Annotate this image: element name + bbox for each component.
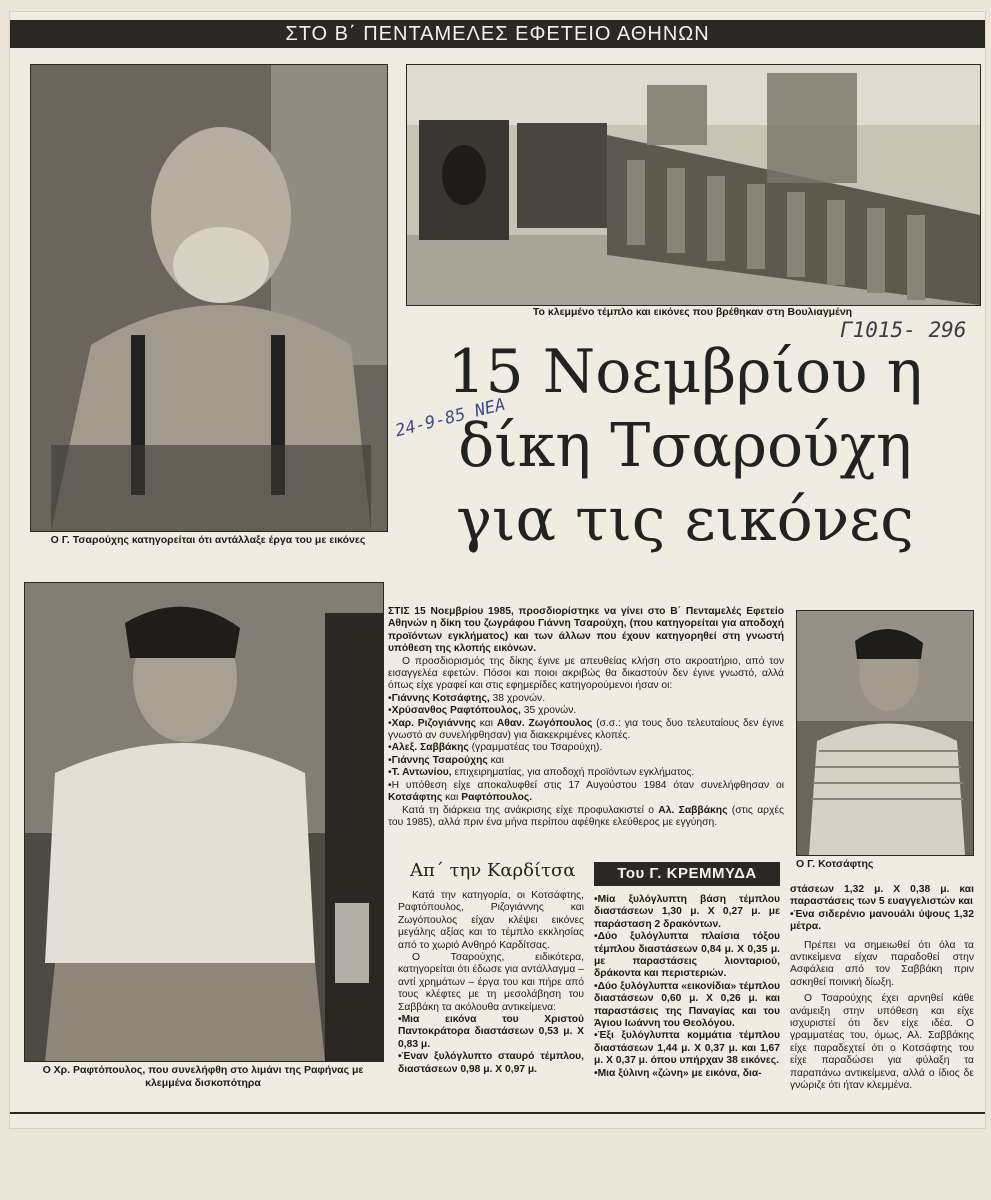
caption-tsarouchis: Ο Γ. Τσαρούχης κατηγορείται ότι αντάλλαξε έργα του με εικόνες <box>50 534 366 546</box>
list-item: • Τ. Αντωνίου, επιχειρηματίας, για αποδοχή προϊόντων εγκλήματος. <box>388 767 784 779</box>
article-paragraph-3: Κατά τη διάρκεια της ανάκρισης είχε προφυλακιστεί ο Αλ. Σαββάκης (στις αρχές του 1985), αλλά πριν ένα μήνα περίπου αφέθηκε ελεύθερος με εγγύηση. <box>388 804 784 828</box>
list-item: • Δύο ξυλόγλυπτα «εικονίδια» τέμπλου διαστάσεων 0,60 μ. Χ 0,26 μ. και παραστάσεις της Παναγίας και του Άγιου Ιωάννη του Θεολόγου. <box>594 981 780 1031</box>
article-body <box>388 606 784 829</box>
list-item: • Αλεξ. Σαββάκης (γραμματέας του Τσαρούχη). <box>388 742 784 754</box>
list-item: • Γιάννης Τσαρούχης και <box>388 755 784 767</box>
section-paragraph: Πρέπει να σημειωθεί ότι όλα τα αντικείμενα είχαν παραδοθεί στην Ασφάλεια από τον Σαββάκη πριν ασκηθεί ποινική δίωξη. <box>790 939 974 988</box>
list-item: • Χρύσανθος Ραφτόπουλος, 35 χρονών. <box>388 705 784 717</box>
section-banner: ΣΤΟ Β΄ ΠΕΝΤΑΜΕΛΕΣ ΕΦΕΤΕΙΟ ΑΘΗΝΩΝ <box>10 20 985 48</box>
handwritten-archive-code: Γ1015- 296 <box>840 318 967 342</box>
section-paragraph: στάσεων 1,32 μ. Χ 0,38 μ. και παραστάσεις των 5 ευαγγελιστών και <box>790 884 974 908</box>
caption-templo: Το κλεμμένο τέμπλο και εικόνες που βρέθηκαν στη Βουλιαγμένη <box>532 306 853 318</box>
article-lead: ΣΤΙΣ 15 Νοεμβρίου 1985, προσδιορίστηκε να γίνει στο Β΄ Πενταμελές Εφετείο Αθηνών η δίκη του ζωγράφου Γιάννη Τσαρούχη, (που κατηγορείται για αποδοχή προϊόντων εγκλήματος) και των άλλων που έχουν κατηγορηθεί στη γνωστή υπόθεση της κλοπής εικόνων. <box>388 606 784 655</box>
list-item: • Μια εικόνα του Χριστού Παντοκράτορα διαστάσεων 0,53 μ. Χ 0,83 μ. <box>398 1014 584 1051</box>
caption-raftopoulos: Ο Χρ. Ραφτόπουλος, που συνελήφθη στο λιμάνι της Ραφήνας με κλεμμένα δισκοπότηρα <box>42 1064 364 1089</box>
section-paragraph: Ο Τσαρούχης, ειδικότερα, κατηγορείται ότι έδωσε για αντάλλαγμα – αντί χρημάτων – έργα του και πήρε από τους κλέφτες με τη μεσολάβηση του Σαββάκη τα ακόλουθα αντικείμενα: <box>398 952 584 1013</box>
photo-tsarouchis-image <box>31 65 387 531</box>
photo-tsarouchis <box>30 64 388 532</box>
list-item: • Ένα σιδερένιο μανουάλι ύψους 1,32 μέτρα. <box>790 909 974 934</box>
section-paragraph: Κατά την κατηγορία, οι Κοτσάφτης, Ραφτόπουλος, Ριζογιάννης και Ζωγόπουλος είχαν κλέψει εικόνες μεγάλης αξίας και το τέμπλο εκκλησίας από το χωριό Ανθηρό Καρδίτσας. <box>398 890 584 951</box>
section-column-2 <box>594 894 780 1080</box>
headline-line-1: 15 Νοεμβρίου η <box>447 337 923 407</box>
byline: Του Γ. ΚΡΕΜΜΥΔΑ <box>594 862 780 886</box>
list-item: • Η υπόθεση είχε αποκαλυφθεί στις 17 Αυγούστου 1984 όταν συνελήφθησαν οι Κοτσάφτης και Ραφτόπουλος. <box>388 780 784 805</box>
photo-raftopoulos <box>24 582 384 1062</box>
photo-kotsaftis-image <box>797 611 973 855</box>
photo-templo <box>406 64 981 306</box>
list-item: • Γιάννης Κοτσάφτης, 38 χρονών. <box>388 693 784 705</box>
caption-kotsaftis: Ο Γ. Κοτσάφτης <box>796 858 874 870</box>
section-paragraph: Ο Τσαρούχης έχει αρνηθεί κάθε ανάμειξη στην υπόθεση και είχε ισχυριστεί ότι δεν είχε ιδέα. Ο γραμματέας του, όμως, Αλ. Σαββάκης είχε παραδεχτεί ότι ο Κοτσάφτης του είχε παραδώσει για φύλαξη τα παραπάνω αντικείμενα, αλλά ο ίδιος δε γνώριζε ότι ήταν κλεμμένα. <box>790 993 974 1092</box>
list-item: • Μια ξύλινη «ζώνη» με εικόνα, δια- <box>594 1068 780 1080</box>
subhead-karditsa: Απ΄ την Καρδίτσα <box>410 860 576 881</box>
list-item: • Δύο ξυλόγλυπτα πλαίσια τόξου τέμπλου διαστάσεων 0,84 μ. Χ 0,35 μ. με παραστάσεις λιονταριού, δράκοντα και περιστεριών. <box>594 931 780 981</box>
photo-templo-image <box>407 65 980 305</box>
headline <box>400 335 970 557</box>
list-item: • Έναν ξυλόγλυπτο σταυρό τέμπλου, διαστάσεων 0,98 μ. Χ 0,97 μ. <box>398 1051 584 1076</box>
list-item: • Χαρ. Ριζογιάννης και Αθαν. Ζωγόπουλος (σ.σ.: για τους δυο τελευταίους δεν έγινε γνωστό αν συνελήφθησαν) για διακεκριμένες κλοπές. <box>388 718 784 743</box>
article-paragraph-2: Ο προσδιορισμός της δίκης έγινε με απευθείας κλήση στο ακροατήριο, από τον εισαγγελέα εφετών. Πόσοι και ποιοι ακριβώς θα δικαστούν δεν έγινε γνωστό, αλλά όπως είχε γραφεί και στις εφημερίδες κατηγορούμενοι ήσαν οι: <box>388 655 784 692</box>
photo-raftopoulos-image <box>25 583 383 1061</box>
section-column-1 <box>398 890 584 1076</box>
section-column-3 <box>790 884 974 1093</box>
bottom-rule <box>10 1112 985 1114</box>
list-item: • Μία ξυλόγλυπτη βάση τέμπλου διαστάσεων 1,30 μ. Χ 0,27 μ. με παράσταση 2 δρακόντων. <box>594 894 780 931</box>
headline-line-2: δίκη Τσαρούχη <box>458 411 912 481</box>
headline-line-3: για τις εικόνες <box>456 485 914 555</box>
list-item: • Έξι ξυλόγλυπτα κομμάτια τέμπλου διαστάσεων 1,44 μ. Χ 0,37 μ. και 1,67 μ. Χ 0,37 μ. όπου υπήρχαν 38 εικόνες. <box>594 1030 780 1067</box>
photo-kotsaftis <box>796 610 974 856</box>
handwritten-date-note: 24-9-85 ΝΕΑ <box>393 394 508 442</box>
